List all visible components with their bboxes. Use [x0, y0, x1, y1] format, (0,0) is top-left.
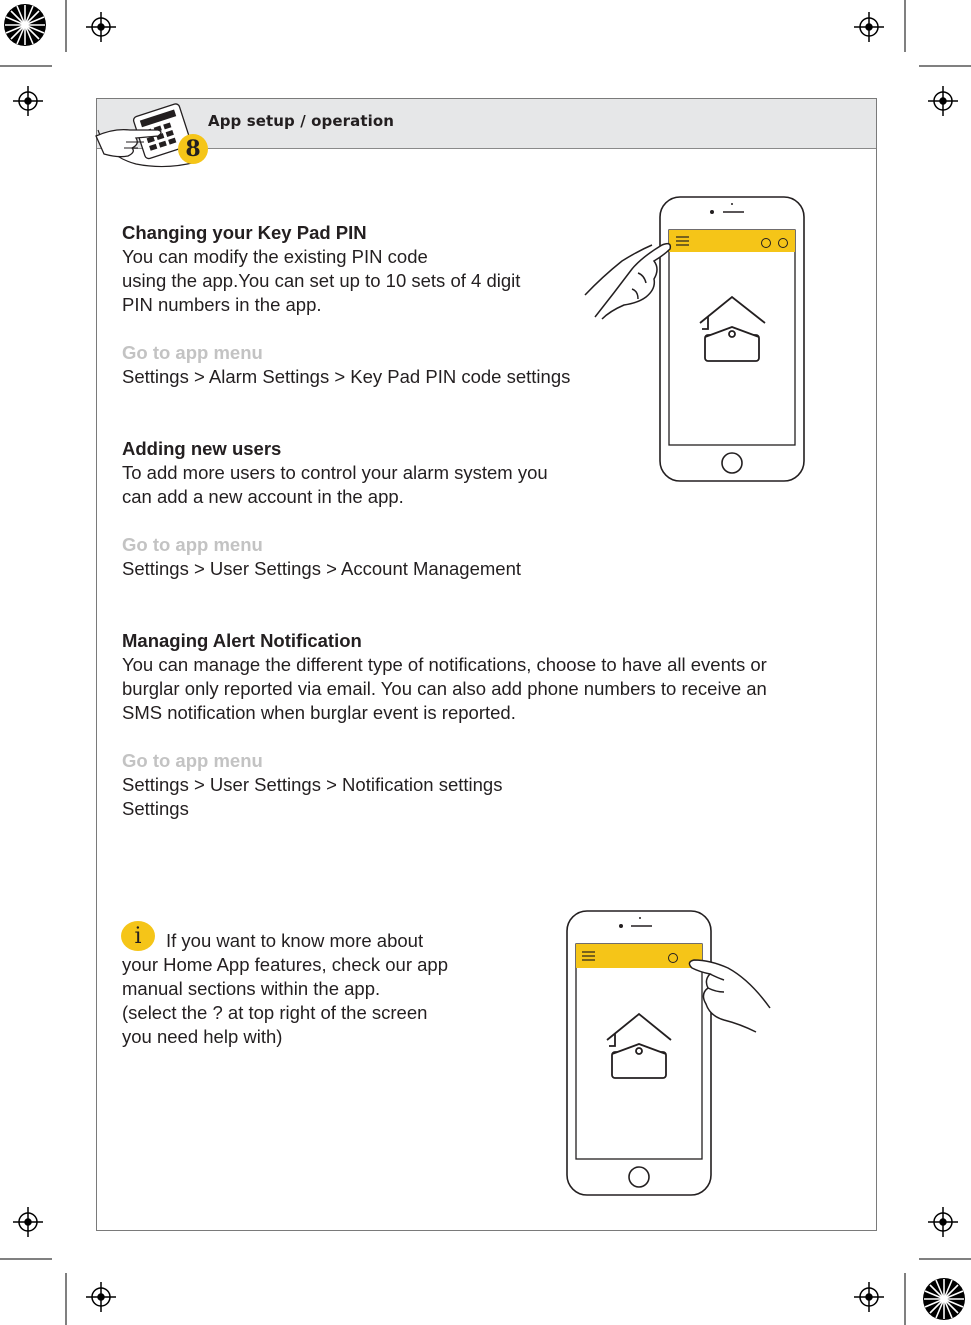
body-line: using the app.You can set up to 10 sets of 4 digit	[122, 270, 521, 291]
section-title: App setup / operation	[208, 112, 395, 130]
menu-path: Settings	[122, 798, 189, 819]
menu-label: Go to app menu	[122, 750, 263, 771]
body-line: To add more users to control your alarm system you	[122, 462, 548, 483]
menu-path: Settings > User Settings > Account Management	[122, 558, 522, 579]
body-line: burglar only reported via email. You can also add phone numbers to receive an	[122, 678, 767, 699]
body-line: PIN numbers in the app.	[122, 294, 322, 315]
info-line: manual sections within the app.	[122, 978, 381, 999]
info-line: (select the ? at top right of the screen	[122, 1002, 428, 1023]
menu-path: Settings > Alarm Settings > Key Pad PIN code settings	[122, 366, 571, 387]
info-icon: i	[121, 921, 155, 951]
body-line: You can manage the different type of notifications, choose to have all events or	[122, 654, 767, 675]
heading-key-pad-pin: Changing your Key Pad PIN	[122, 222, 367, 243]
body-line: SMS notification when burglar event is reported.	[122, 702, 516, 723]
menu-label: Go to app menu	[122, 534, 263, 555]
body-line: can add a new account in the app.	[122, 486, 404, 507]
body-line: You can modify the existing PIN code	[122, 246, 428, 267]
menu-path: Settings > User Settings > Notification settings	[122, 774, 503, 795]
info-line: you need help with)	[122, 1026, 283, 1047]
phone-help-illustration	[560, 908, 780, 1198]
menu-label: Go to app menu	[122, 342, 263, 363]
heading-adding-new-users: Adding new users	[122, 438, 282, 459]
hand-icon	[585, 244, 670, 319]
step-number-badge: 8	[178, 134, 208, 164]
info-line: If you want to know more about	[166, 930, 424, 951]
info-line: your Home App features, check our app	[122, 954, 448, 975]
phone-menu-illustration	[580, 195, 820, 485]
heading-managing-alert-notification: Managing Alert Notification	[122, 630, 362, 651]
